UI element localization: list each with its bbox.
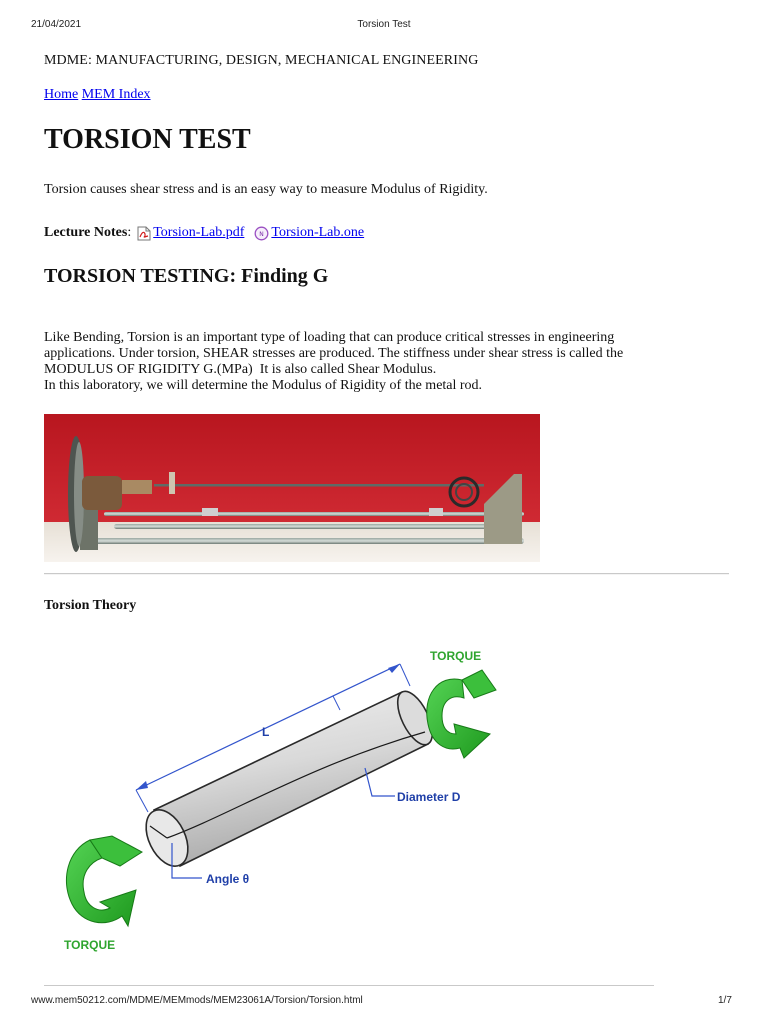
torsion-apparatus-photo — [44, 414, 540, 562]
paragraph-line: Like Bending, Torsion is an important type of loading that can produce critical stresses in engineering — [44, 330, 615, 345]
diameter-label: Diameter D — [397, 790, 461, 804]
intro-text: Torsion causes shear stress and is an easy way to measure Modulus of Rigidity. — [44, 182, 488, 197]
theory-heading: Torsion Theory — [44, 598, 137, 613]
angle-label: Angle θ — [206, 872, 250, 886]
pdf-file-icon — [137, 226, 151, 241]
paragraph-line: applications. Under torsion, SHEAR stresses are produced. The stiffness under shear stress is called the — [44, 346, 624, 361]
print-title: Torsion Test — [357, 19, 411, 30]
lecture-notes-separator: : — [127, 225, 132, 240]
torque-arrow-bottom-icon — [66, 836, 142, 926]
length-label: L — [262, 725, 270, 739]
print-url: www.mem50212.com/MDME/MEMmods/MEM23061A/Torsion/Torsion.html — [31, 995, 363, 1006]
mem-index-link[interactable]: MEM Index — [81, 87, 151, 102]
page-title: TORSION TEST — [44, 124, 251, 155]
section-heading: TORSION TESTING: Finding G — [44, 265, 329, 287]
body-paragraph — [44, 330, 734, 394]
lecture-notes — [44, 225, 364, 241]
home-link[interactable]: Home — [44, 87, 79, 102]
torque-arrow-top-icon — [427, 670, 496, 758]
paragraph-line: In this laboratory, we will determine the Modulus of Rigidity of the metal rod. — [44, 378, 483, 393]
svg-text:N: N — [259, 230, 265, 238]
divider — [44, 573, 729, 575]
paragraph-line: MODULUS OF RIGIDITY G.(MPa) It is also called Shear Modulus. — [44, 362, 437, 377]
print-date: 21/04/2021 — [31, 19, 82, 30]
site-title: MDME: MANUFACTURING, DESIGN, MECHANICAL ENGINEERING — [44, 53, 479, 68]
bottom-divider — [44, 985, 654, 986]
page-number: 1/7 — [718, 995, 732, 1006]
lecture-notes-label: Lecture Notes — [44, 225, 128, 240]
torsion-lab-pdf-link[interactable]: Torsion-Lab.pdf — [153, 225, 245, 240]
onenote-file-icon — [254, 226, 269, 241]
torsion-lab-one-link[interactable]: Torsion-Lab.one — [271, 225, 365, 240]
torque-top-label: TORQUE — [430, 649, 482, 663]
torsion-diagram — [50, 640, 510, 965]
breadcrumb — [44, 87, 151, 103]
torque-bottom-label: TORQUE — [64, 938, 116, 952]
